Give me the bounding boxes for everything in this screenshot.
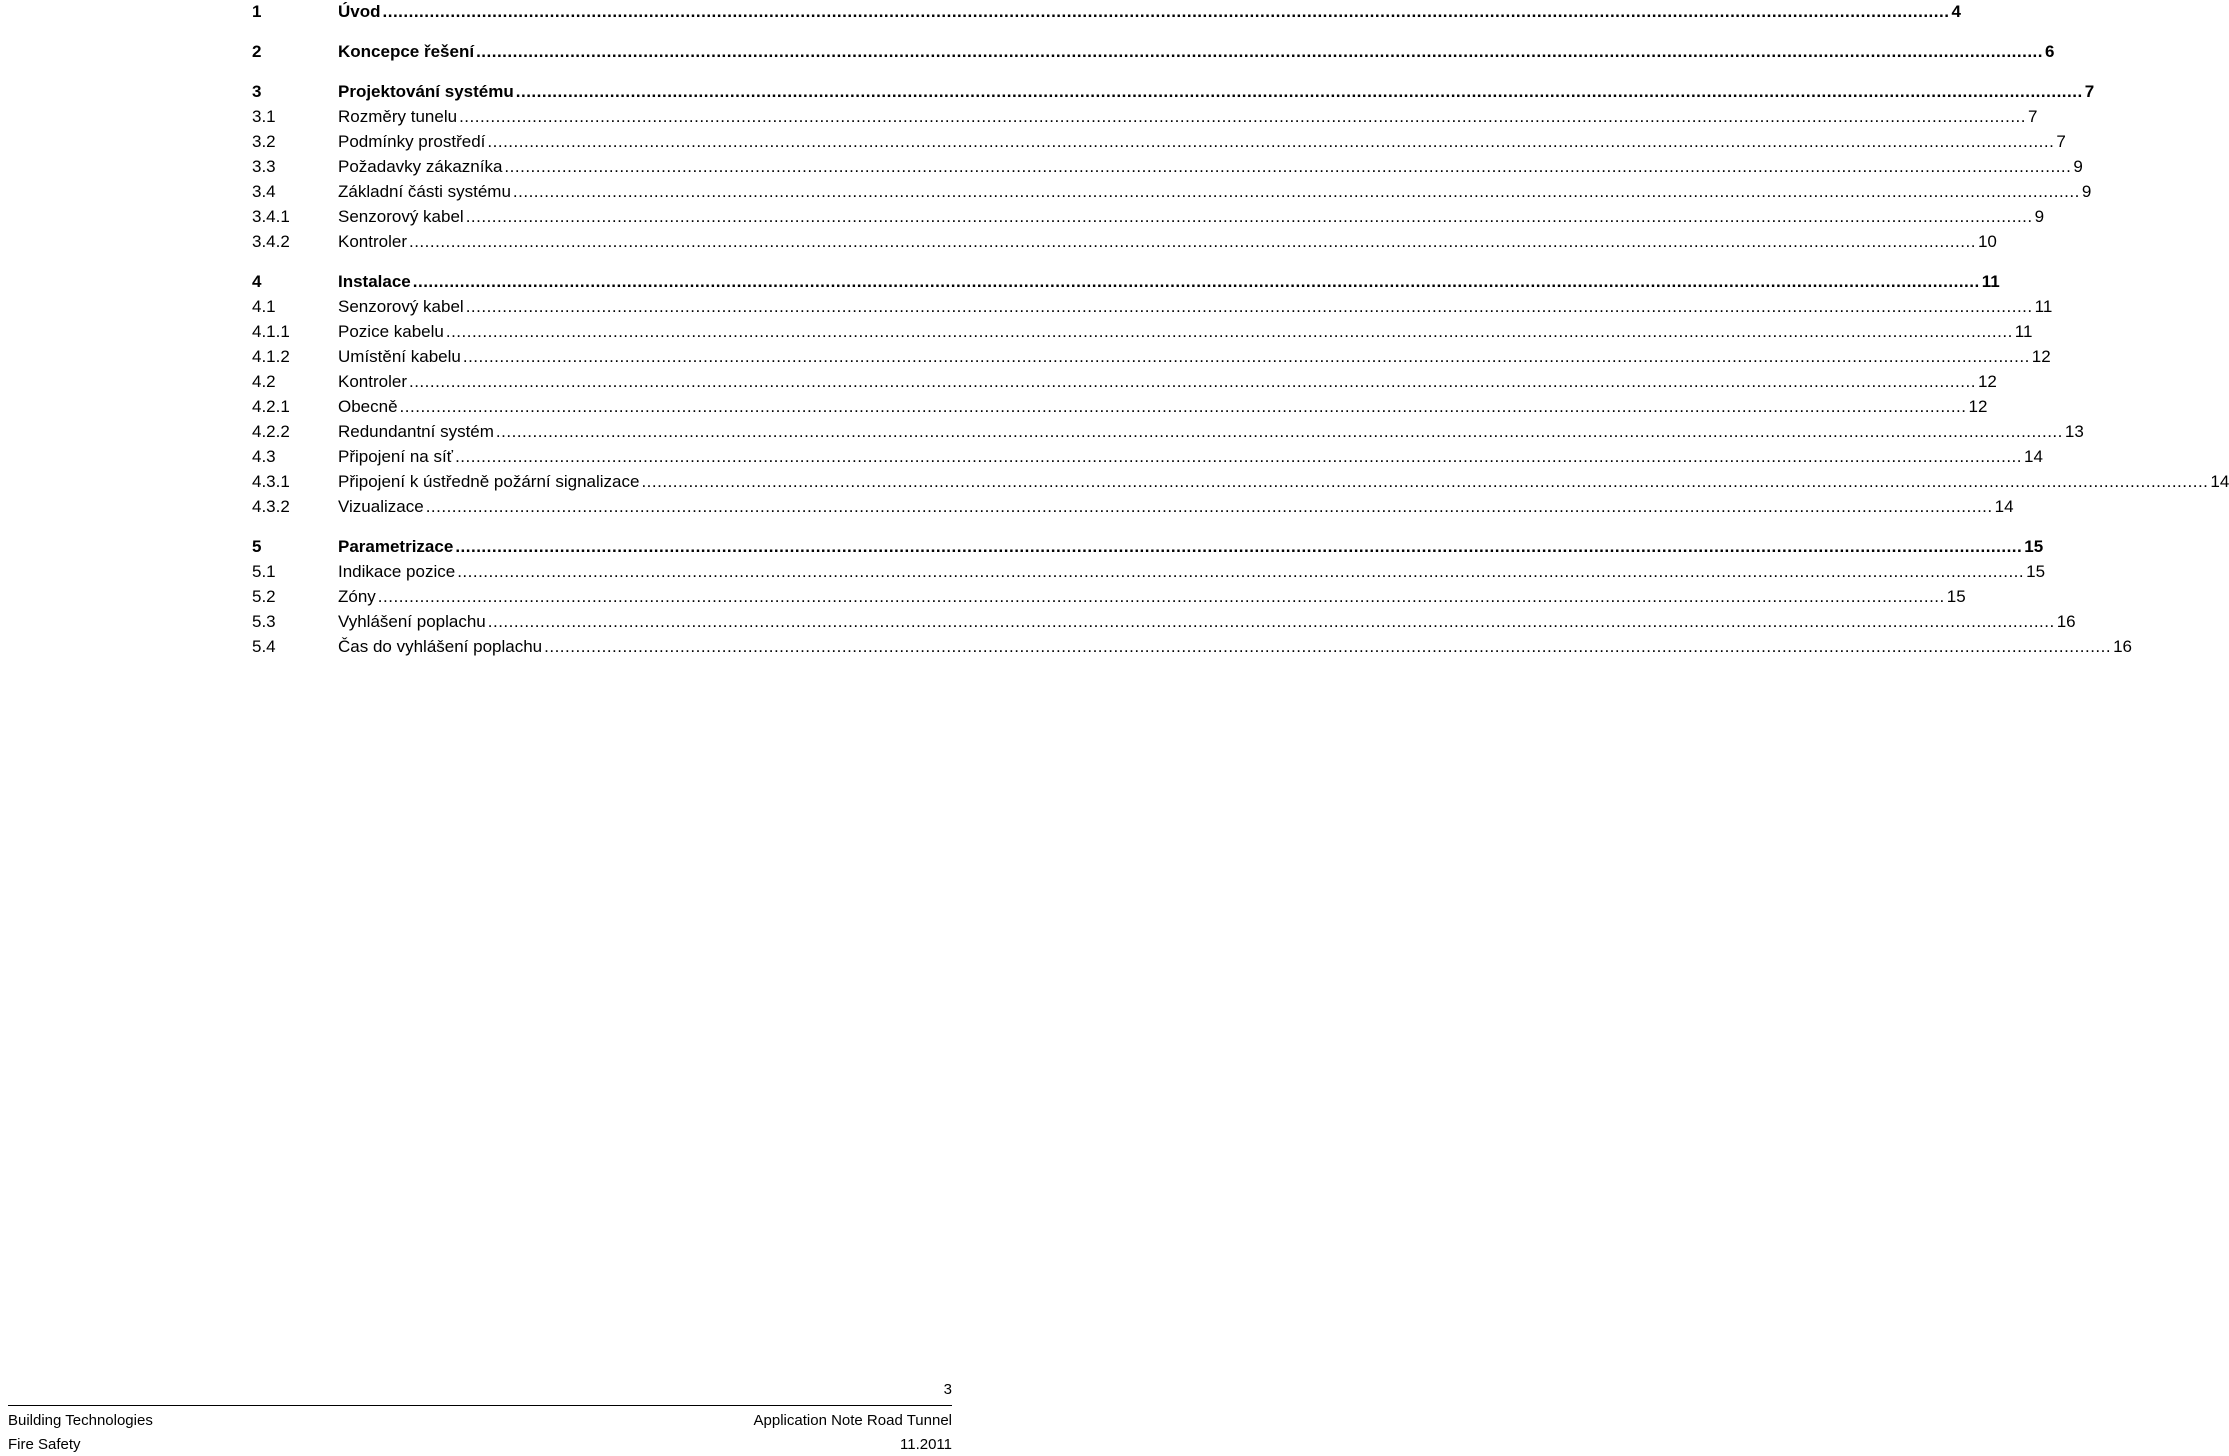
toc-entry-number: 3.3 (252, 157, 276, 176)
toc-dot-leader: ............................................................................................................................................................................................................................................................................................................ (487, 612, 2055, 631)
toc-entry[interactable] (252, 370, 1997, 394)
toc-entry[interactable] (252, 560, 2046, 584)
toc-entry-page: 9 (2034, 207, 2045, 226)
toc-dot-leader: ............................................................................................................................................................................................................................................................................................................ (495, 422, 2063, 441)
toc-dot-leader: ............................................................................................................................................................................................................................................................................................................ (408, 372, 1976, 391)
toc-entry[interactable] (252, 585, 1966, 609)
toc-entry-page: 12 (1977, 372, 1997, 391)
toc-entry[interactable] (252, 445, 2043, 469)
toc-entry[interactable] (252, 105, 2038, 129)
toc-dot-leader: ............................................................................................................................................................................................................................................................................................................ (377, 587, 1945, 606)
toc-entry-title: Obecně (338, 397, 398, 416)
toc-entry[interactable] (252, 0, 1961, 24)
toc-entry-number: 3.1 (252, 107, 276, 126)
toc-dot-leader: ............................................................................................................................................................................................................................................................................................................ (504, 157, 2072, 176)
toc-entry-number: 4.1.2 (252, 347, 290, 366)
toc-dot-leader: ............................................................................................................................................................................................................................................................................................................ (408, 232, 1976, 251)
toc-entry[interactable] (252, 495, 2014, 519)
toc-dot-leader: ............................................................................................................................................................................................................................................................................................................ (425, 497, 1993, 516)
toc-entry-title: Čas do vyhlášení poplachu (338, 637, 543, 656)
toc-entry-number: 1 (252, 2, 262, 21)
toc-entry[interactable] (252, 320, 2033, 344)
toc-entry-number: 5.2 (252, 587, 276, 606)
toc-entry-title: Senzorový kabel (338, 297, 464, 316)
toc-entry[interactable] (252, 180, 2092, 204)
toc-entry-page: 15 (2024, 537, 2044, 556)
toc-entry-number: 4.3 (252, 447, 276, 466)
toc-entry-title: Pozice kabelu (338, 322, 444, 341)
toc-entry-title: Úvod (338, 2, 381, 21)
toc-entry[interactable] (252, 395, 1988, 419)
toc-entry-number: 4.1 (252, 297, 276, 316)
footer-division: Fire Safety (8, 1436, 81, 1453)
toc-entry-number: 4.3.1 (252, 472, 290, 491)
toc-entry-title: Koncepce řešení (338, 42, 475, 61)
toc-entry[interactable] (252, 205, 2045, 229)
toc-entry-number: 4 (252, 272, 262, 291)
toc-entry-number: 3 (252, 82, 262, 101)
toc-entry-number: 5.4 (252, 637, 276, 656)
toc-entry[interactable] (252, 40, 2055, 64)
toc-entry-page: 16 (2056, 612, 2076, 631)
toc-dot-leader: ............................................................................................................................................................................................................................................................................................................ (445, 322, 2013, 341)
toc-entry[interactable] (252, 635, 2133, 659)
toc-entry-title: Rozměry tunelu (338, 107, 458, 126)
toc-entry-number: 4.2.2 (252, 422, 290, 441)
toc-entry-page: 11 (2034, 297, 2053, 316)
toc-entry-number: 4.3.2 (252, 497, 290, 516)
toc-dot-leader: ............................................................................................................................................................................................................................................................................................................ (399, 397, 1967, 416)
toc-entry[interactable] (252, 345, 2051, 369)
toc-entry[interactable] (252, 295, 2053, 319)
toc-entry-page: 7 (2084, 82, 2095, 101)
toc-entry-page: 11 (1981, 272, 2000, 291)
toc-entry-page: 10 (1977, 232, 1997, 251)
toc-entry-page: 9 (2081, 182, 2092, 201)
toc-entry-page: 16 (2113, 637, 2133, 656)
toc-entry-page: 14 (2024, 447, 2043, 466)
toc-entry[interactable] (252, 155, 2083, 179)
toc-dot-leader: ............................................................................................................................................................................................................................................................................................................ (455, 537, 2023, 556)
toc-entry-title: Instalace (338, 272, 411, 291)
toc-entry-title: Připojení k ústředně požární signalizace (338, 472, 640, 491)
toc-entry-page: 7 (2056, 132, 2066, 151)
toc-dot-leader: ............................................................................................................................................................................................................................................................................................................ (465, 207, 2033, 226)
toc-entry-page: 15 (1946, 587, 1966, 606)
toc-entry-number: 3.4.2 (252, 232, 290, 251)
toc-entry-number: 4.1.1 (252, 322, 290, 341)
toc-dot-leader: ............................................................................................................................................................................................................................................................................................................ (457, 562, 2025, 581)
toc-entry-page: 13 (2064, 422, 2084, 441)
toc-entry[interactable] (252, 270, 2000, 294)
toc-dot-leader: ............................................................................................................................................................................................................................................................................................................ (412, 272, 1980, 291)
toc-entry-number: 3.2 (252, 132, 276, 151)
toc-entry-title: Požadavky zákazníka (338, 157, 503, 176)
toc-entry[interactable] (252, 610, 2076, 634)
toc-entry-title: Senzorový kabel (338, 207, 464, 226)
toc-dot-leader: ............................................................................................................................................................................................................................................................................................................ (382, 2, 1950, 21)
toc-entry-title: Umístění kabelu (338, 347, 461, 366)
page-number: 3 (943, 1381, 952, 1398)
toc-entry-page: 4 (1951, 2, 1961, 21)
footer-document-title: Application Note Road Tunnel (753, 1412, 952, 1429)
toc-entry-page: 14 (2210, 472, 2229, 491)
toc-dot-leader: ............................................................................................................................................................................................................................................................................................................ (462, 347, 2030, 366)
toc-entry-page: 12 (2031, 347, 2051, 366)
toc-dot-leader: ............................................................................................................................................................................................................................................................................................................ (512, 182, 2080, 201)
toc-entry-page: 11 (2014, 322, 2033, 341)
toc-entry-page: 14 (1994, 497, 2014, 516)
toc-entry-title: Základní části systému (338, 182, 511, 201)
toc-entry-number: 4.2 (252, 372, 276, 391)
toc-entry-page: 7 (2028, 107, 2038, 126)
toc-entry-page: 15 (2026, 562, 2046, 581)
toc-entry-number: 3.4.1 (252, 207, 290, 226)
toc-entry-title: Projektování systému (338, 82, 514, 101)
toc-entry-number: 5 (252, 537, 262, 556)
footer-divider (8, 1405, 952, 1406)
toc-dot-leader: ............................................................................................................................................................................................................................................................................................................ (544, 637, 2112, 656)
toc-entry-title: Zóny (338, 587, 376, 606)
toc-entry-title: Indikace pozice (338, 562, 456, 581)
toc-entry-title: Vyhlášení poplachu (338, 612, 486, 631)
toc-entry-number: 2 (252, 42, 262, 61)
toc-dot-leader: ............................................................................................................................................................................................................................................................................................................ (459, 107, 2027, 126)
toc-dot-leader: ............................................................................................................................................................................................................................................................................................................ (465, 297, 2033, 316)
toc-entry-title: Redundantní systém (338, 422, 494, 441)
toc-entry-title: Kontroler (338, 372, 407, 391)
toc-entry[interactable] (252, 535, 2044, 559)
toc-entry-title: Kontroler (338, 232, 407, 251)
toc-entry-title: Připojení na síť (338, 447, 454, 466)
toc-entry[interactable] (252, 130, 2066, 154)
toc-entry[interactable] (252, 420, 2084, 444)
toc-entry-title: Podmínky prostředí (338, 132, 486, 151)
toc-entry[interactable] (252, 230, 1997, 254)
footer-company: Building Technologies (8, 1412, 153, 1429)
toc-dot-leader: ............................................................................................................................................................................................................................................................................................................ (641, 472, 2209, 491)
toc-entry[interactable] (252, 80, 2095, 104)
toc-entry-number: 5.3 (252, 612, 276, 631)
toc-entry-page: 6 (2045, 42, 2055, 61)
toc-dot-leader: ............................................................................................................................................................................................................................................................................................................ (476, 42, 2044, 61)
toc-entry-number: 4.2.1 (252, 397, 290, 416)
toc-entry-title: Vizualizace (338, 497, 424, 516)
toc-entry-page: 12 (1968, 397, 1988, 416)
toc-entry-number: 3.4 (252, 182, 276, 201)
toc-entry-number: 5.1 (252, 562, 276, 581)
toc-dot-leader: ............................................................................................................................................................................................................................................................................................................ (487, 132, 2055, 151)
toc-dot-leader: ............................................................................................................................................................................................................................................................................................................ (515, 82, 2083, 101)
footer-date: 11.2011 (900, 1436, 952, 1453)
toc-entry-title: Parametrizace (338, 537, 454, 556)
toc-entry[interactable] (252, 470, 2229, 494)
toc-dot-leader: ............................................................................................................................................................................................................................................................................................................ (455, 447, 2023, 466)
toc-entry-page: 9 (2073, 157, 2083, 176)
